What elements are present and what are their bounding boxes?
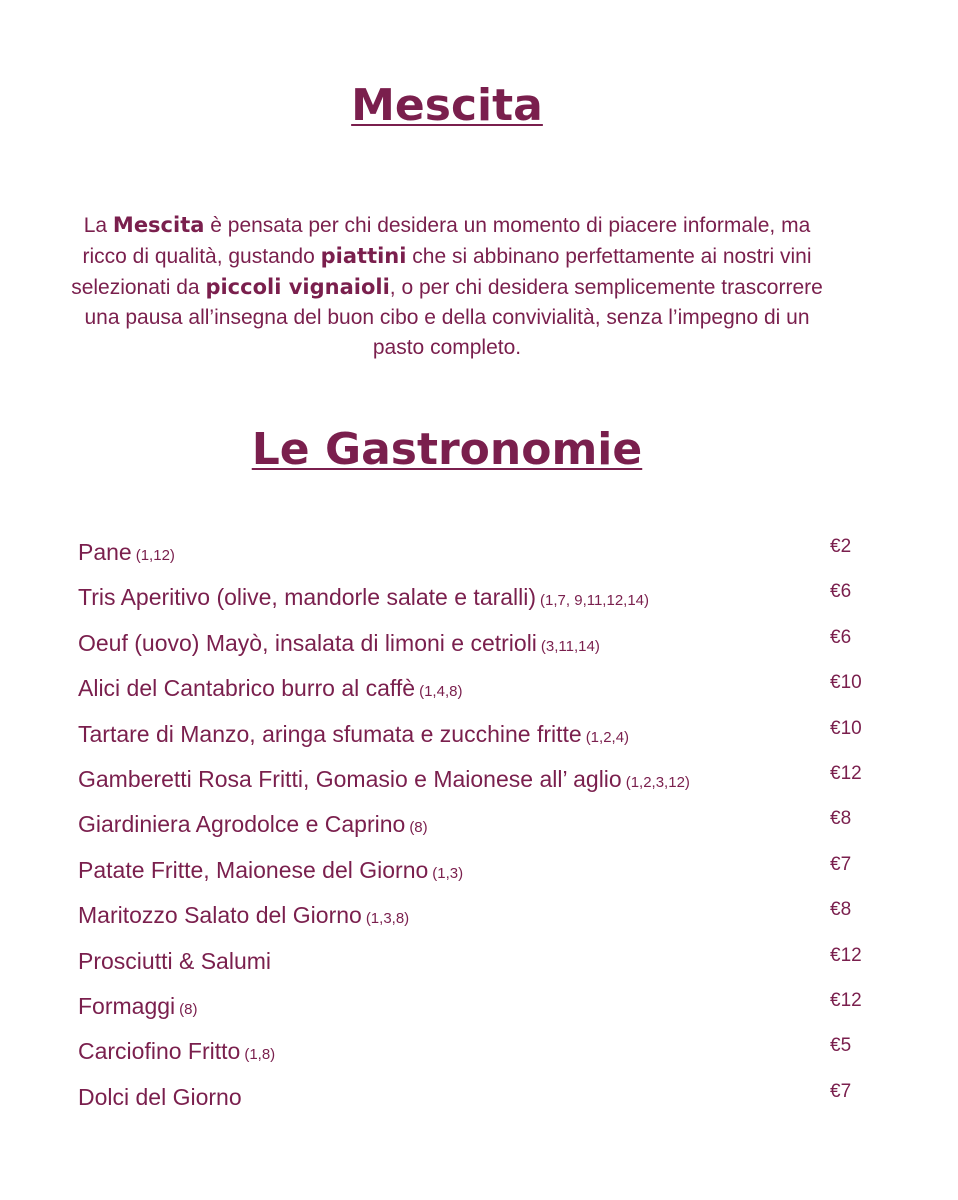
intro-highlight: Mescita [112, 213, 205, 237]
item-name [78, 584, 649, 611]
item-allergens: (1,2,4) [585, 728, 630, 746]
item-name [78, 721, 629, 748]
menu-item [78, 853, 878, 902]
item-allergens: (8) [179, 1000, 198, 1018]
item-allergens: (1,3,8) [365, 910, 410, 928]
item-price: €12 [830, 944, 862, 966]
item-name-text: Carciofino Fritto [78, 1038, 241, 1065]
item-name [78, 766, 690, 793]
menu-item [78, 808, 878, 856]
item-name-text: Alici del Cantabrico burro al caffè [78, 675, 416, 702]
item-name-text: Maritozzo Salato del Giorno [78, 902, 362, 929]
page-title: Mescita [351, 80, 543, 131]
item-name [78, 948, 275, 975]
item-name [78, 630, 600, 657]
item-name-text: Tris Aperitivo (olive, mandorle salate e taralli) [78, 584, 537, 611]
item-name [78, 902, 409, 929]
item-name [78, 539, 175, 566]
item-allergens: (1,7, 9,11,12,14) [540, 592, 650, 610]
item-name [78, 993, 198, 1020]
menu-item [78, 762, 878, 811]
section-title: Le Gastronomie [251, 424, 643, 475]
menu-item [78, 1080, 878, 1129]
item-name-text: Prosciutti & Salumi [78, 947, 272, 974]
menu-item [78, 581, 878, 629]
item-price: €6 [830, 626, 852, 648]
item-price: €8 [830, 808, 852, 830]
item-name [78, 1038, 275, 1065]
item-price: €12 [830, 989, 862, 1011]
menu-item [78, 536, 878, 584]
item-price: €2 [830, 536, 852, 557]
menu-item [78, 944, 878, 993]
item-price: €7 [830, 853, 852, 875]
intro-text: è pensata per chi desidera un momento di piacere informale, ma ricco di qualità, gustando [82, 214, 811, 268]
menu-item [78, 899, 878, 947]
intro-highlight: piccoli vignaioli [205, 275, 390, 299]
item-price: €5 [830, 1035, 852, 1057]
item-name-text: Oeuf (uovo) Mayò, insalata di limoni e cetrioli [78, 629, 537, 656]
menu-item [78, 672, 878, 720]
item-name-text: Formaggi [78, 992, 176, 1019]
item-allergens: (1,12) [135, 547, 175, 564]
intro-paragraph [70, 210, 824, 363]
item-price: €7 [830, 1080, 852, 1102]
item-name [78, 1084, 246, 1111]
item-name [78, 857, 463, 884]
item-allergens: (8) [409, 819, 428, 837]
item-allergens: (1,3) [432, 864, 464, 882]
menu-item [78, 626, 878, 675]
intro-text: La [83, 214, 113, 237]
item-price: €10 [830, 717, 862, 739]
item-price: €12 [830, 762, 862, 784]
item-name-text: Patate Fritte, Maionese del Giorno [78, 856, 429, 883]
menu-list [78, 536, 878, 1129]
item-allergens: (1,4,8) [419, 683, 463, 701]
intro-text: che si abbinano perfettamente ai nostri vini selezionati da [71, 245, 812, 299]
item-name-text: Dolci del Giorno [78, 1083, 242, 1110]
item-allergens: (1,2,3,12) [625, 773, 690, 791]
menu-item [78, 717, 878, 766]
item-name-text: Giardiniera Agrodolce e Caprino [78, 811, 406, 838]
item-name-text: Gamberetti Rosa Fritti, Gomasio e Maionese all’ aglio [78, 765, 622, 792]
item-allergens: (1,8) [244, 1046, 276, 1064]
intro-highlight: piattini [320, 244, 407, 268]
item-price: €10 [830, 672, 862, 694]
item-name [78, 811, 428, 838]
intro-text: , o per chi desidera semplicemente trascorrere una pausa all’insegna del buon cibo e della convivialità, senza l’impegno di un pasto completo. [84, 276, 823, 359]
menu-item [78, 1035, 878, 1083]
menu-item [78, 989, 878, 1038]
item-name [78, 675, 462, 702]
item-name-text: Pane [78, 539, 132, 565]
item-price: €8 [830, 899, 852, 921]
item-name-text: Tartare di Manzo, aringa sfumata e zucchine fritte [78, 720, 582, 747]
item-price: €6 [830, 581, 852, 603]
item-allergens: (3,11,14) [540, 637, 600, 655]
